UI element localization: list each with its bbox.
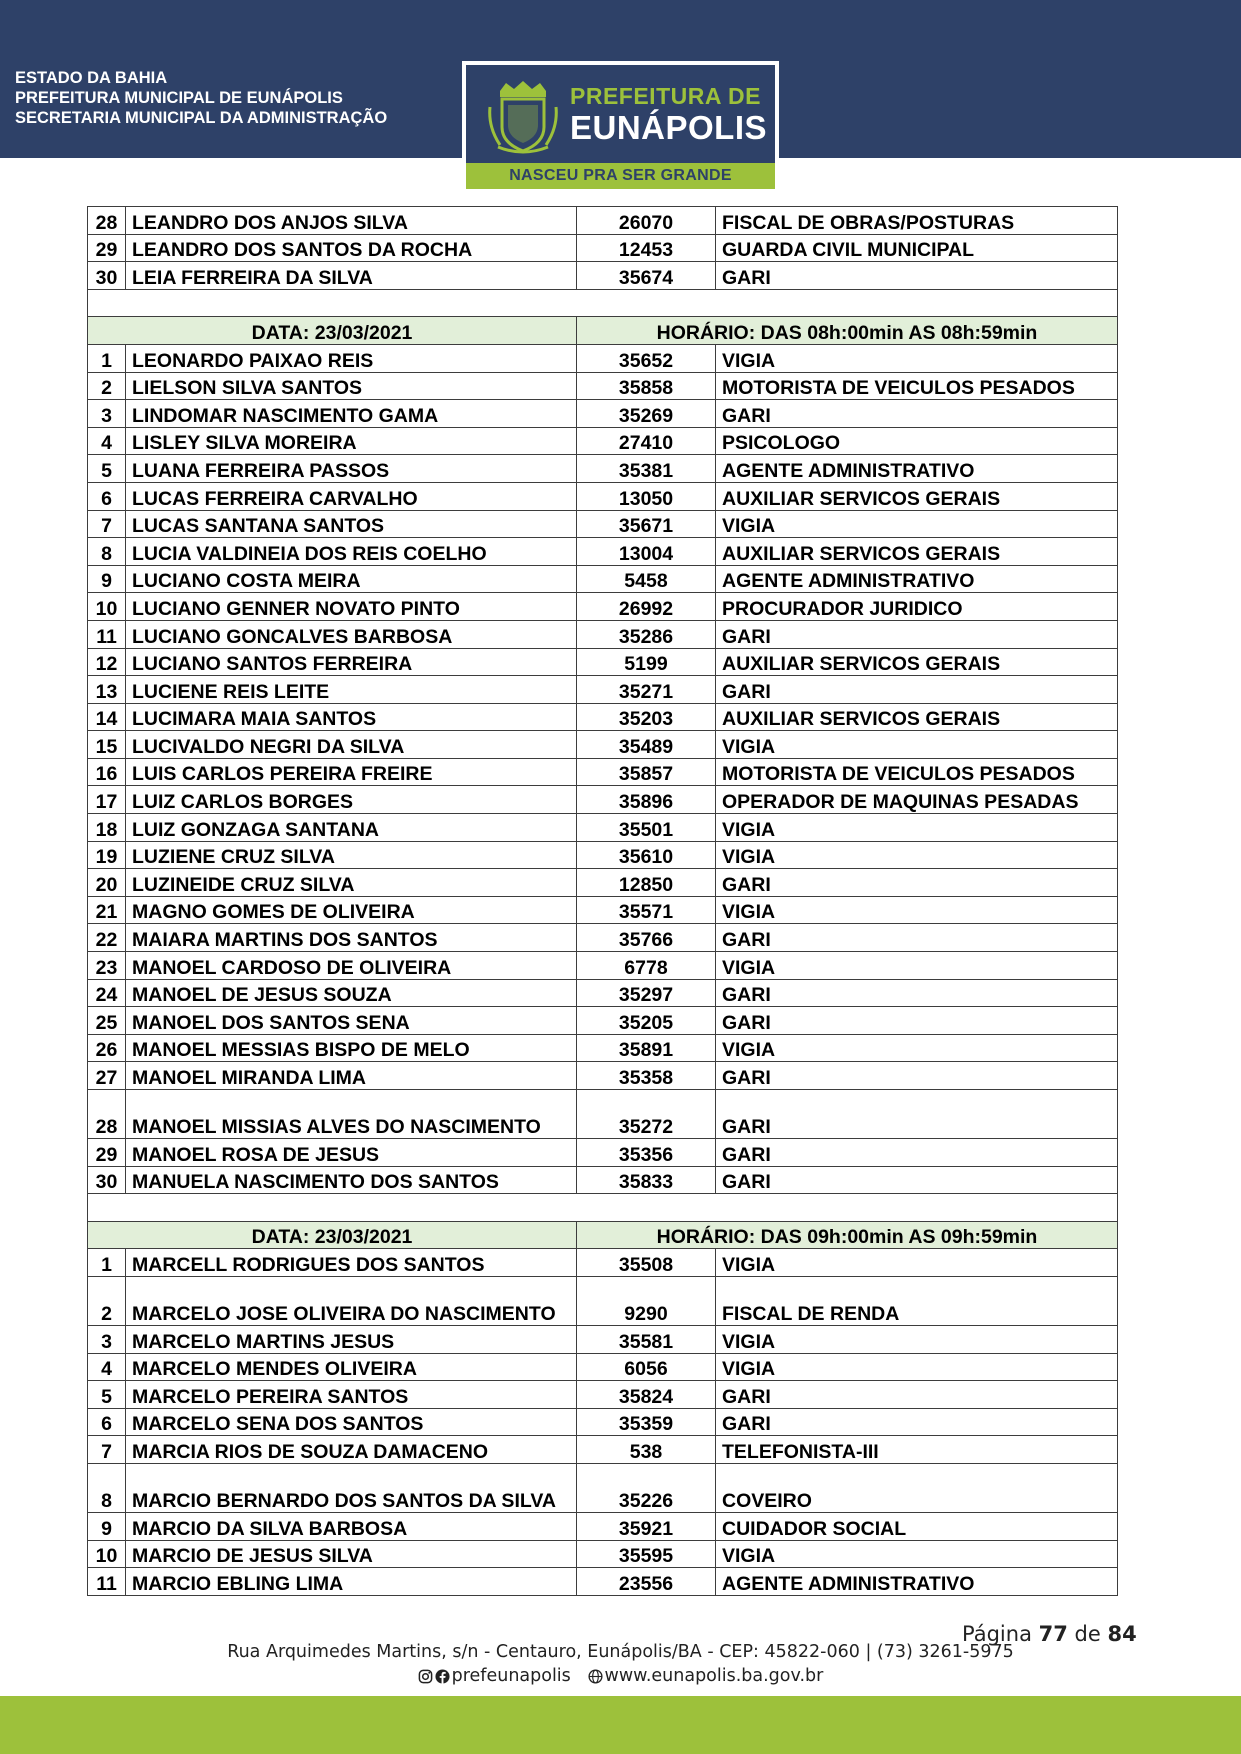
registration-number: 35205 [577, 1007, 716, 1035]
page-of: de [1074, 1622, 1101, 1646]
job-title: GARI [716, 1062, 1118, 1090]
row-number: 27 [88, 1062, 126, 1090]
row-number: 7 [88, 1436, 126, 1464]
job-title: GARI [716, 1408, 1118, 1436]
employee-name: LEIA FERREIRA DA SILVA [126, 262, 577, 290]
table-row [88, 1540, 1118, 1568]
employee-name: LUCIMARA MAIA SANTOS [126, 703, 577, 731]
table-row [88, 814, 1118, 842]
row-number: 4 [88, 1353, 126, 1381]
job-title: AUXILIAR SERVICOS GERAIS [716, 703, 1118, 731]
employee-name: LUCIANO GENNER NOVATO PINTO [126, 593, 577, 621]
job-title: GARI [716, 620, 1118, 648]
table-row [88, 924, 1118, 952]
row-number: 22 [88, 924, 126, 952]
job-title: VIGIA [716, 1325, 1118, 1353]
job-title: FISCAL DE OBRAS/POSTURAS [716, 207, 1118, 235]
row-number: 6 [88, 482, 126, 510]
row-number: 14 [88, 703, 126, 731]
registration-number: 35359 [577, 1408, 716, 1436]
header-secretariat: SECRETARIA MUNICIPAL DA ADMINISTRAÇÃO [15, 109, 388, 127]
footer-socials [0, 1666, 1241, 1686]
registration-number: 23556 [577, 1568, 716, 1596]
registration-number: 35381 [577, 455, 716, 483]
registration-number: 9290 [577, 1276, 716, 1325]
job-title: PSICOLOGO [716, 427, 1118, 455]
registration-number: 6056 [577, 1353, 716, 1381]
employee-name: MANOEL MIRANDA LIMA [126, 1062, 577, 1090]
registration-number: 35203 [577, 703, 716, 731]
employee-name: MARCIO BERNARDO DOS SANTOS DA SILVA [126, 1463, 577, 1512]
job-title: VIGIA [716, 1540, 1118, 1568]
registration-number: 35508 [577, 1249, 716, 1277]
row-number: 28 [88, 1090, 126, 1139]
employee-name: LUCIANO COSTA MEIRA [126, 565, 577, 593]
registration-number: 35833 [577, 1166, 716, 1194]
registration-number: 35356 [577, 1139, 716, 1167]
row-number: 20 [88, 869, 126, 897]
job-title: GARI [716, 1381, 1118, 1409]
employee-name: MANUELA NASCIMENTO DOS SANTOS [126, 1166, 577, 1194]
table-row [88, 565, 1118, 593]
section-time: HORÁRIO: DAS 09h:00min AS 09h:59min [577, 1221, 1118, 1249]
employee-name: MANOEL DE JESUS SOUZA [126, 979, 577, 1007]
row-number: 15 [88, 731, 126, 759]
row-number: 4 [88, 427, 126, 455]
employee-name: MANOEL MISSIAS ALVES DO NASCIMENTO [126, 1090, 577, 1139]
job-title: VIGIA [716, 814, 1118, 842]
employee-name: MAGNO GOMES DE OLIVEIRA [126, 896, 577, 924]
employee-name: LUCIANO GONCALVES BARBOSA [126, 620, 577, 648]
row-number: 28 [88, 207, 126, 235]
registration-number: 35896 [577, 786, 716, 814]
section-time: HORÁRIO: DAS 08h:00min AS 08h:59min [577, 317, 1118, 345]
table-row [88, 869, 1118, 897]
table-row [88, 372, 1118, 400]
employee-name: LUCIVALDO NEGRI DA SILVA [126, 731, 577, 759]
employee-name: LINDOMAR NASCIMENTO GAMA [126, 400, 577, 428]
schedule-table [87, 206, 1118, 1596]
registration-number: 35671 [577, 510, 716, 538]
registration-number: 35581 [577, 1325, 716, 1353]
table-row [88, 1436, 1118, 1464]
job-title: AGENTE ADMINISTRATIVO [716, 455, 1118, 483]
employee-name: LUIS CARLOS PEREIRA FREIRE [126, 758, 577, 786]
table-row [88, 841, 1118, 869]
employee-name: MARCELO JOSE OLIVEIRA DO NASCIMENTO [126, 1276, 577, 1325]
employee-name: LUCAS SANTANA SANTOS [126, 510, 577, 538]
section-header [88, 317, 1118, 345]
job-title: GARI [716, 1007, 1118, 1035]
logo-title-main: EUNÁPOLIS [570, 109, 768, 146]
table-row [88, 427, 1118, 455]
schedule-table-body [88, 207, 1118, 1596]
job-title: PROCURADOR JURIDICO [716, 593, 1118, 621]
page-label: Página [962, 1622, 1032, 1646]
employee-name: LISLEY SILVA MOREIRA [126, 427, 577, 455]
row-number: 5 [88, 1381, 126, 1409]
job-title: GARI [716, 676, 1118, 704]
employee-name: MARCELO SENA DOS SANTOS [126, 1408, 577, 1436]
registration-number: 35595 [577, 1540, 716, 1568]
row-number: 1 [88, 1249, 126, 1277]
registration-number: 35766 [577, 924, 716, 952]
job-title: AGENTE ADMINISTRATIVO [716, 565, 1118, 593]
table-row [88, 510, 1118, 538]
employee-name: MARCIO DA SILVA BARBOSA [126, 1512, 577, 1540]
table-row [88, 1353, 1118, 1381]
registration-number: 13050 [577, 482, 716, 510]
employee-name: MARCIO DE JESUS SILVA [126, 1540, 577, 1568]
employee-name: LEONARDO PAIXAO REIS [126, 344, 577, 372]
job-title: GUARDA CIVIL MUNICIPAL [716, 234, 1118, 262]
footer-band [0, 1696, 1241, 1754]
registration-number: 27410 [577, 427, 716, 455]
page-current: 77 [1038, 1622, 1068, 1646]
row-number: 2 [88, 372, 126, 400]
row-number: 6 [88, 1408, 126, 1436]
table-row [88, 620, 1118, 648]
coat-of-arms-icon [486, 77, 560, 157]
row-number: 19 [88, 841, 126, 869]
registration-number: 13004 [577, 538, 716, 566]
row-number: 24 [88, 979, 126, 1007]
table-row [88, 1408, 1118, 1436]
table-row [88, 1325, 1118, 1353]
registration-number: 538 [577, 1436, 716, 1464]
employee-name: LEANDRO DOS SANTOS DA ROCHA [126, 234, 577, 262]
registration-number: 35286 [577, 620, 716, 648]
registration-number: 5199 [577, 648, 716, 676]
table-row [88, 1276, 1118, 1325]
registration-number: 35501 [577, 814, 716, 842]
table-row [88, 1090, 1118, 1139]
row-number: 5 [88, 455, 126, 483]
globe-icon [588, 1669, 603, 1684]
table-row [88, 1007, 1118, 1035]
table-row [88, 786, 1118, 814]
job-title: CUIDADOR SOCIAL [716, 1512, 1118, 1540]
registration-number: 12453 [577, 234, 716, 262]
job-title: OPERADOR DE MAQUINAS PESADAS [716, 786, 1118, 814]
row-number: 16 [88, 758, 126, 786]
registration-number: 35857 [577, 758, 716, 786]
row-number: 17 [88, 786, 126, 814]
table-row [88, 1034, 1118, 1062]
table-row [88, 979, 1118, 1007]
job-title: FISCAL DE RENDA [716, 1276, 1118, 1325]
table-row [88, 1139, 1118, 1167]
prefecture-logo [462, 61, 779, 193]
job-title: GARI [716, 1166, 1118, 1194]
row-number: 3 [88, 400, 126, 428]
row-number: 30 [88, 262, 126, 290]
employee-name: MANOEL CARDOSO DE OLIVEIRA [126, 952, 577, 980]
table-row [88, 952, 1118, 980]
employee-name: MANOEL MESSIAS BISPO DE MELO [126, 1034, 577, 1062]
row-number: 30 [88, 1166, 126, 1194]
logo-tagline: NASCEU PRA SER GRANDE [466, 163, 775, 189]
registration-number: 35272 [577, 1090, 716, 1139]
section-header [88, 1221, 1118, 1249]
row-number: 10 [88, 1540, 126, 1568]
row-number: 11 [88, 620, 126, 648]
row-number: 2 [88, 1276, 126, 1325]
spacer-row [88, 289, 1118, 317]
registration-number: 12850 [577, 869, 716, 897]
registration-number: 26992 [577, 593, 716, 621]
registration-number: 35858 [577, 372, 716, 400]
employee-name: LEANDRO DOS ANJOS SILVA [126, 207, 577, 235]
employee-name: MANOEL ROSA DE JESUS [126, 1139, 577, 1167]
website-link[interactable]: www.eunapolis.ba.gov.br [604, 1666, 824, 1686]
instagram-icon [418, 1669, 433, 1684]
job-title: GARI [716, 262, 1118, 290]
employee-name: LUIZ GONZAGA SANTANA [126, 814, 577, 842]
section-date: DATA: 23/03/2021 [88, 1221, 577, 1249]
job-title: MOTORISTA DE VEICULOS PESADOS [716, 372, 1118, 400]
row-number: 25 [88, 1007, 126, 1035]
job-title: AUXILIAR SERVICOS GERAIS [716, 648, 1118, 676]
job-title: GARI [716, 869, 1118, 897]
employee-name: LUCIANO SANTOS FERREIRA [126, 648, 577, 676]
registration-number: 5458 [577, 565, 716, 593]
registration-number: 35610 [577, 841, 716, 869]
table-row [88, 1512, 1118, 1540]
job-title: AGENTE ADMINISTRATIVO [716, 1568, 1118, 1596]
social-handle: prefeunapolis [451, 1666, 571, 1686]
employee-name: MARCIA RIOS DE SOUZA DAMACENO [126, 1436, 577, 1464]
job-title: VIGIA [716, 510, 1118, 538]
row-number: 10 [88, 593, 126, 621]
row-number: 9 [88, 1512, 126, 1540]
row-number: 26 [88, 1034, 126, 1062]
registration-number: 26070 [577, 207, 716, 235]
registration-number: 35271 [577, 676, 716, 704]
facebook-icon [435, 1669, 450, 1684]
header-state: ESTADO DA BAHIA [15, 69, 168, 87]
table-row [88, 731, 1118, 759]
table-row [88, 703, 1118, 731]
table-row [88, 1463, 1118, 1512]
employee-name: MARCELO MARTINS JESUS [126, 1325, 577, 1353]
registration-number: 35891 [577, 1034, 716, 1062]
table-row [88, 455, 1118, 483]
job-title: AUXILIAR SERVICOS GERAIS [716, 482, 1118, 510]
employee-name: MAIARA MARTINS DOS SANTOS [126, 924, 577, 952]
job-title: VIGIA [716, 952, 1118, 980]
table-row [88, 1166, 1118, 1194]
logo-panel [466, 65, 775, 163]
row-number: 18 [88, 814, 126, 842]
registration-number: 35297 [577, 979, 716, 1007]
row-number: 21 [88, 896, 126, 924]
row-number: 3 [88, 1325, 126, 1353]
employee-name: LUCIENE REIS LEITE [126, 676, 577, 704]
row-number: 7 [88, 510, 126, 538]
row-number: 8 [88, 1463, 126, 1512]
section-date: DATA: 23/03/2021 [88, 317, 577, 345]
job-title: MOTORISTA DE VEICULOS PESADOS [716, 758, 1118, 786]
employee-name: LUCIA VALDINEIA DOS REIS COELHO [126, 538, 577, 566]
logo-title-top: PREFEITURA DE [570, 83, 761, 109]
table-row [88, 207, 1118, 235]
employee-name: MANOEL DOS SANTOS SENA [126, 1007, 577, 1035]
registration-number: 35921 [577, 1512, 716, 1540]
row-number: 13 [88, 676, 126, 704]
registration-number: 6778 [577, 952, 716, 980]
job-title: VIGIA [716, 1034, 1118, 1062]
table-row [88, 482, 1118, 510]
employee-name: LUANA FERREIRA PASSOS [126, 455, 577, 483]
table-row [88, 1062, 1118, 1090]
table-row [88, 648, 1118, 676]
job-title: GARI [716, 1090, 1118, 1139]
header-prefecture: PREFEITURA MUNICIPAL DE EUNÁPOLIS [15, 89, 343, 107]
table-row [88, 344, 1118, 372]
table-row [88, 400, 1118, 428]
row-number: 29 [88, 1139, 126, 1167]
job-title: GARI [716, 1139, 1118, 1167]
job-title: TELEFONISTA-III [716, 1436, 1118, 1464]
employee-name: MARCELL RODRIGUES DOS SANTOS [126, 1249, 577, 1277]
spacer-row [88, 1194, 1118, 1222]
job-title: VIGIA [716, 1249, 1118, 1277]
row-number: 23 [88, 952, 126, 980]
employee-name: LUZIENE CRUZ SILVA [126, 841, 577, 869]
registration-number: 35269 [577, 400, 716, 428]
job-title: VIGIA [716, 1353, 1118, 1381]
header-institution [15, 68, 387, 128]
spacer-cell [88, 1194, 1118, 1222]
job-title: GARI [716, 924, 1118, 952]
table-row [88, 1249, 1118, 1277]
job-title: VIGIA [716, 344, 1118, 372]
employee-name: MARCIO EBLING LIMA [126, 1568, 577, 1596]
employee-name: LUZINEIDE CRUZ SILVA [126, 869, 577, 897]
row-number: 29 [88, 234, 126, 262]
table-row [88, 1568, 1118, 1596]
table-row [88, 896, 1118, 924]
registration-number: 35674 [577, 262, 716, 290]
job-title: COVEIRO [716, 1463, 1118, 1512]
employee-name: MARCELO PEREIRA SANTOS [126, 1381, 577, 1409]
table-row [88, 676, 1118, 704]
employee-name: LUIZ CARLOS BORGES [126, 786, 577, 814]
table-row [88, 234, 1118, 262]
employee-name: LIELSON SILVA SANTOS [126, 372, 577, 400]
registration-number: 35571 [577, 896, 716, 924]
job-title: AUXILIAR SERVICOS GERAIS [716, 538, 1118, 566]
job-title: VIGIA [716, 731, 1118, 759]
row-number: 9 [88, 565, 126, 593]
table-row [88, 538, 1118, 566]
registration-number: 35652 [577, 344, 716, 372]
table-row [88, 758, 1118, 786]
job-title: VIGIA [716, 896, 1118, 924]
spacer-cell [88, 289, 1118, 317]
footer-address: Rua Arquimedes Martins, s/n - Centauro, Eunápolis/BA - CEP: 45822-060 | (73) 3261-5975 [227, 1642, 1014, 1662]
registration-number: 35489 [577, 731, 716, 759]
table-row [88, 262, 1118, 290]
registration-number: 35824 [577, 1381, 716, 1409]
row-number: 11 [88, 1568, 126, 1596]
registration-number: 35226 [577, 1463, 716, 1512]
page-total: 84 [1107, 1622, 1137, 1646]
table-row [88, 1381, 1118, 1409]
registration-number: 35358 [577, 1062, 716, 1090]
row-number: 8 [88, 538, 126, 566]
employee-name: LUCAS FERREIRA CARVALHO [126, 482, 577, 510]
row-number: 12 [88, 648, 126, 676]
job-title: GARI [716, 979, 1118, 1007]
table-row [88, 593, 1118, 621]
row-number: 1 [88, 344, 126, 372]
job-title: GARI [716, 400, 1118, 428]
job-title: VIGIA [716, 841, 1118, 869]
employee-name: MARCELO MENDES OLIVEIRA [126, 1353, 577, 1381]
